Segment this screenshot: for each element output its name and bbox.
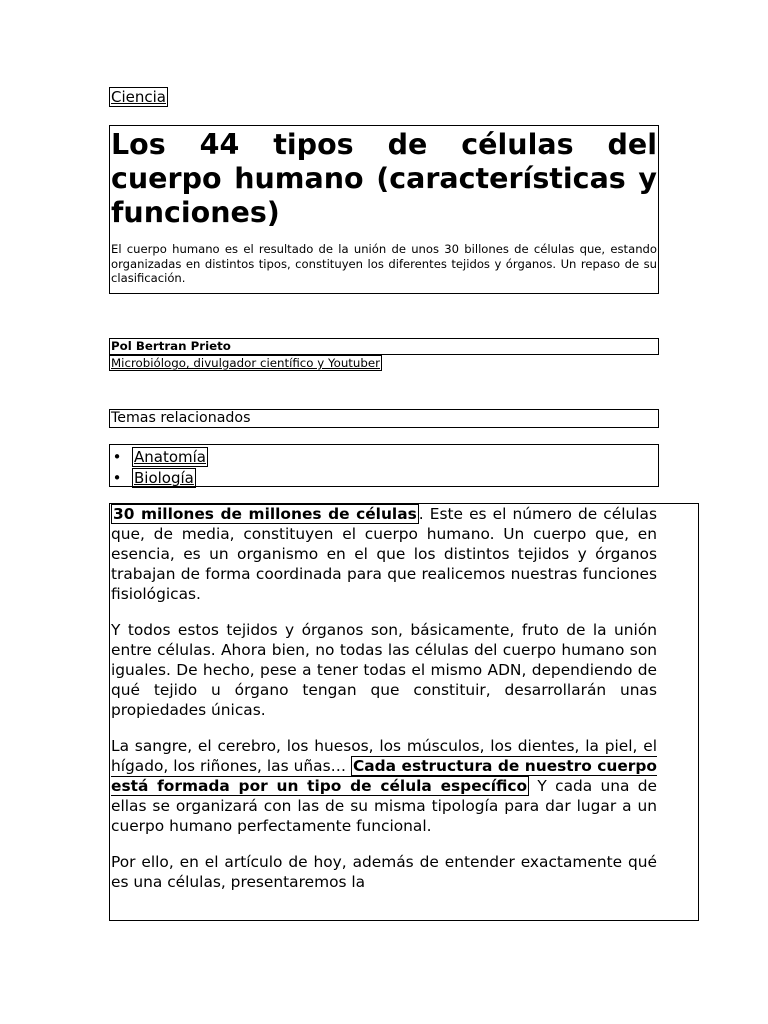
article-summary: El cuerpo humano es el resultado de la unión de unos 30 billones de células que, estando organizadas en distintos tipos, constituyen los diferentes tejidos y órganos. Un repaso de su clasificación. xyxy=(111,242,657,285)
related-topics-list xyxy=(109,444,659,487)
article-title: Los 44 tipos de células del cuerpo humano (características y funciones) xyxy=(111,128,657,229)
category-link[interactable]: Ciencia xyxy=(111,88,166,106)
highlight-text: Cada estructura de nuestro cuerpo está formada por un tipo de célula específico xyxy=(111,757,657,795)
author-name: Pol Bertran Prieto xyxy=(109,338,659,355)
paragraph-text: La sangre, el cerebro, los huesos, los músculos, los dientes, la piel, el hígado, los riñones, las uñas… xyxy=(111,737,657,775)
article-paragraph: Por ello, en el artículo de hoy, además de entender exactamente qué es una células, presentaremos la xyxy=(111,853,657,891)
bullet-icon: • xyxy=(112,469,122,487)
article-body xyxy=(109,503,699,921)
author-role[interactable]: Microbiólogo, divulgador científico y Youtuber xyxy=(111,356,381,370)
related-topics-heading: Temas relacionados xyxy=(109,409,659,428)
article-paragraph xyxy=(111,504,657,604)
related-topic-link-anatomia[interactable]: Anatomía xyxy=(134,448,206,466)
paragraph-text: . Este es el número de células que, de media, constituyen el cuerpo humano. Un cuerpo que, en esencia, es un organismo en el que los distintos tejidos y órganos trabajan de forma coordinada para que realicemos nuestras funciones fisiológicas. xyxy=(111,505,657,603)
paragraph-text: Y cada una de ellas se organizará con las de su misma tipología para dar lugar a un cuerpo humano perfectamente funcional. xyxy=(111,777,657,835)
article-paragraph: Y todos estos tejidos y órganos son, básicamente, fruto de la unión entre células. Ahora bien, no todas las células del cuerpo humano son iguales. De hecho, pese a tener todas el mismo ADN, dependiendo de qué tejido u órgano tengan que constituir, desarrollarán unas propiedades únicas. xyxy=(111,621,657,719)
article-paragraph xyxy=(111,736,657,836)
list-item xyxy=(112,447,208,468)
related-topic-link-biologia[interactable]: Biología xyxy=(134,469,194,487)
highlight-text: 30 millones de millones de células xyxy=(113,505,417,523)
article-header xyxy=(109,125,659,294)
bullet-icon: • xyxy=(112,448,122,466)
list-item xyxy=(112,468,208,489)
